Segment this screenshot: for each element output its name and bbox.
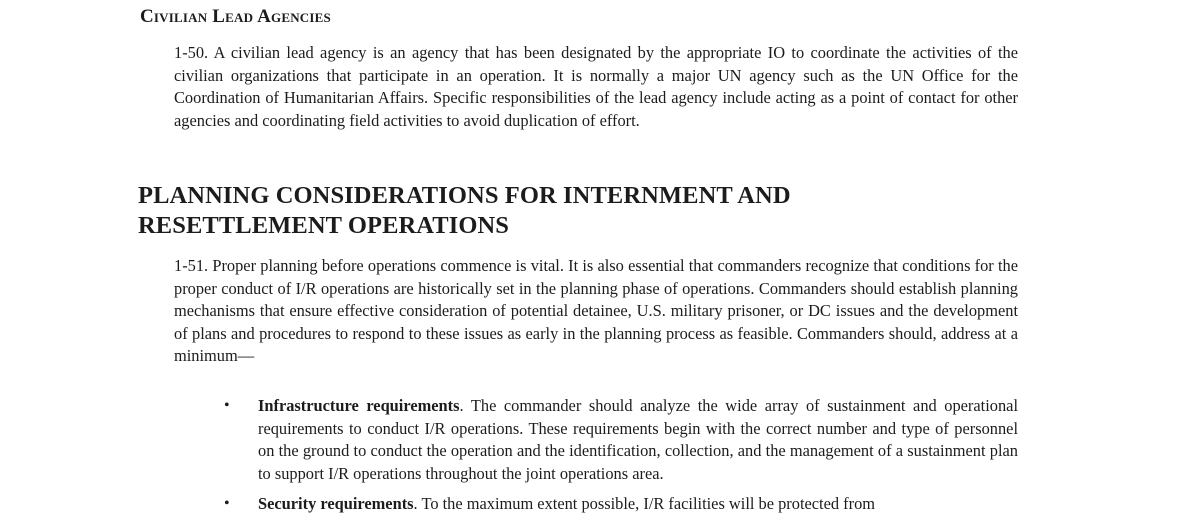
requirements-bullet-list <box>224 395 1018 524</box>
bullet-dot-icon: • <box>224 495 230 512</box>
infrastructure-requirements-term: Infrastructure requirements <box>258 396 460 415</box>
planning-considerations-heading: PLANNING CONSIDERATIONS FOR INTERNMENT AND RESETTLEMENT OPERATIONS <box>138 182 791 239</box>
list-item-infrastructure-requirements <box>224 395 1018 485</box>
paragraph-1-51: 1-51. Proper planning before operations commence is vital. It is also essential that commanders recognize that conditions for the proper conduct of I/R operations are historically set in the planning phase of operations. Commanders should establish planning mechanisms that ensure effective consideration of potential detainee, U.S. military prisoner, or DC issues and the development of plans and procedures to respond to these issues as early in the planning process as feasible. Commanders should, address at a minimum— <box>174 256 1018 365</box>
paragraph-1-50: 1-50. A civilian lead agency is an agency that has been designated by the appropriate IO to coordinate the activities of the civilian organizations that participate in an operation. It is normally a major UN agency such as the UN Office for the Coordination of Humanitarian Affairs. Specific responsibilities of the lead agency include acting as a point of contact for other agencies and coordinating field activities to avoid duplication of effort. <box>174 43 1018 130</box>
security-requirements-text: . To the maximum extent possible, I/R facilities will be protected from <box>413 494 876 513</box>
security-requirements-term: Security requirements <box>258 494 414 513</box>
infrastructure-requirements-text: . The commander should analyze the wide array of sustainment and operational requirements to conduct I/R operations. These requirements begin with the correct number and type of personnel on the ground to conduct the operation and the identification, collection, and the management of a sustainment plan to support I/R operations throughout the joint operations area. <box>258 396 1018 483</box>
bullet-dot-icon: • <box>224 397 230 414</box>
list-item-security-requirements <box>224 493 1018 516</box>
civilian-lead-agencies-heading: Civilian Lead Agencies <box>140 6 331 27</box>
